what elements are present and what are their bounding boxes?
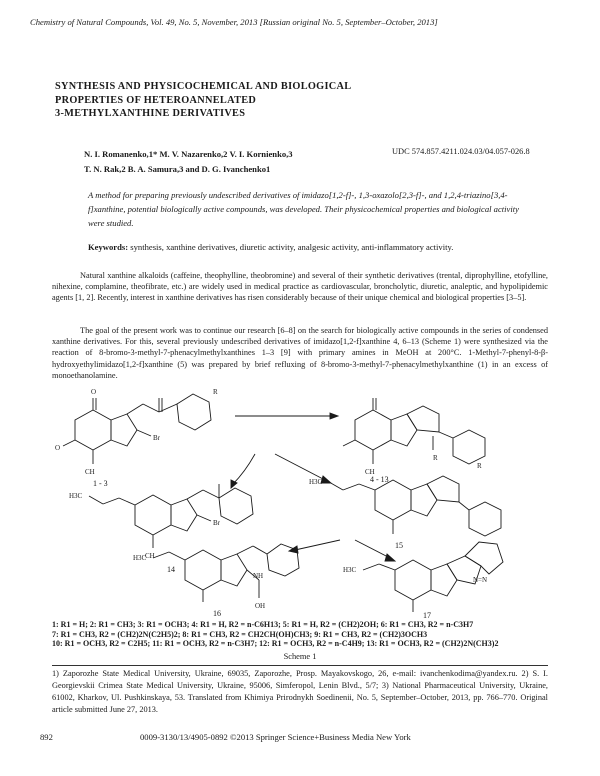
label-O-1: O (91, 388, 97, 396)
label-H3C-4: H3C (343, 566, 357, 574)
structure-15 (329, 476, 501, 536)
label-H3C-2: H3C (309, 478, 323, 486)
structure-14 (89, 484, 253, 548)
intro-paragraph-1 (52, 270, 548, 304)
label-CH3-2: CH (365, 468, 375, 476)
compound-label-15: 15 (395, 541, 403, 550)
footnote-divider (52, 665, 548, 666)
legend-line-3: 10: R1 = OCH3, R2 = C2H5; 11: R1 = OCH3, R2 = n-C3H7; 12: R1 = OCH3, R2 = n-C4H9; 13: R1 = OCH3, R2 = (CH2)2N(CH3)2 (52, 639, 499, 649)
authors (84, 147, 293, 177)
intro-paragraph-2 (52, 325, 548, 381)
structure-4-13 (343, 398, 485, 464)
copyright: 0009-3130/13/4905-0892 ©2013 Springer Science+Business Media New York (140, 732, 411, 742)
label-R1-1: R (213, 388, 218, 396)
compound-label-17: 17 (423, 611, 431, 620)
label-O-2: O (55, 444, 61, 452)
reaction-arrow-4 (295, 540, 340, 550)
label-Br-2: Br (213, 519, 220, 527)
compound-label-14: 14 (167, 565, 175, 574)
label-CH3-1: CH (85, 468, 95, 476)
label-H3C-1: H3C (69, 492, 83, 500)
page-number: 892 (40, 732, 53, 742)
udc-code: UDC 574.857.4211.024.03/04.057-026.8 (392, 147, 530, 156)
scheme-1-figure (55, 380, 545, 620)
label-Br-1: Br (153, 434, 160, 442)
article-title (55, 80, 351, 121)
title-line-1: SYNTHESIS AND PHYSICOCHEMICAL AND BIOLOGICAL (55, 81, 352, 92)
authors-line-2: T. N. Rak,2 B. A. Samura,3 and D. G. Ivanchenko1 (84, 164, 271, 174)
label-CH3-3: CH (145, 552, 155, 560)
title-line-3: 3-METHYLXANTHINE DERIVATIVES (55, 108, 246, 119)
keywords-text: synthesis, xanthine derivatives, diuretic activity, analgesic activity, anti-inflammatory activity. (128, 242, 454, 252)
keywords (88, 241, 528, 253)
legend-line-2: 7: R1 = CH3, R2 = (CH2)2N(C2H5)2; 8: R1 = CH3, R2 = CH2CH(OH)CH3; 9: R1 = CH3, R2 = (CH2)3OCH3 (52, 629, 428, 639)
journal-header: Chemistry of Natural Compounds, Vol. 49, No. 5, November, 2013 [Russian original No. 5, September–October, 2013] (30, 17, 438, 27)
compound-label-4-13: 4 - 13 (370, 475, 389, 484)
label-R2-1: R (433, 454, 438, 462)
footnote: 1) Zaporozhe State Medical University, Ukraine, 69035, Zaporozhe, Prosp. Mayakovskogo, 26, e-mail: ivanchenkodima@yandex.ru. 2) S. I. Georgievskii Crimea State Medical University, Ukraine, 95006, Simferopol, Lenin Blvd., 5/7; 3) National Pharmaceutical University, Ukraine, 61002, Kharkov, Ul. Pushkinskaya, 53. Translated from Khimiya Prirodnykh Soedinenii, No. 5, September–October, 2013, pp. 766–770. Original article submitted June 27, 2013. (52, 669, 548, 714)
label-OH: OH (255, 602, 266, 610)
paragraph-1-text: Natural xanthine alkaloids (caffeine, theophylline, theobromine) and several of their synthetic derivatives (trental, diprophylline, etofylline, nihexine, complamine, theofibrate, etc.) are widely used in medical practice as cardiovascular, broncholytic, diuretic, analeptic, and hypolipidemic agents [1, 2]. Recently, interest in xanthine derivatives has risen considerably because of their unique chemical and biological properties [3–5]. (52, 271, 548, 303)
compound-label-1-3: 1 - 3 (93, 479, 108, 488)
keywords-label: Keywords: (88, 242, 129, 252)
title-line-2: PROPERTIES OF HETEROANNELATED (55, 94, 257, 106)
label-NH: NH (253, 572, 264, 580)
authors-line-1: N. I. Romanenko,1* M. V. Nazarenko,2 V. I. Kornienko,3 (84, 149, 293, 159)
paragraph-2-text: The goal of the present work was to continue our research [6–8] on the search for biologically active compounds in the series of condensed xanthine derivatives. For this, several previously undescribed derivatives of imidazo[1,2-f]xanthine 4, 6–13 (Scheme 1) were synthesized via the reaction of 8-bromo-3-methyl-7-phenacylmethylxanthines 1–3 [9] with primary amines in MeOH at 200°C. 1-Methyl-7-phenyl-8-β-hydroxyethylimidazo[1,2-f]xanthine (5) was prepared by brief refluxing of 8-bromo-3-methyl-7-phenacylmethylxanthine (1) in an excess of monoethanolamine. (52, 326, 548, 380)
legend-line-1: 1: R1 = H; 2: R1 = CH3; 3: R1 = OCH3; 4: R1 = H, R2 = n-C6H13; 5: R1 = H, R2 = (CH2)2OH; 6: R1 = CH3, R2 = n-C3H7 (52, 620, 474, 629)
reaction-arrow-5 (355, 540, 390, 558)
scheme-legend (52, 620, 552, 649)
reaction-arrow-2 (233, 454, 255, 484)
label-H3C-3: H3C (133, 554, 147, 562)
reaction-arrow-3 (275, 454, 325, 480)
compound-label-16: 16 (213, 609, 221, 618)
structure-1-3 (63, 394, 211, 464)
scheme-caption: Scheme 1 (283, 652, 317, 661)
label-R1-2: R (477, 462, 482, 470)
abstract: A method for preparing previously undescribed derivatives of imidazo[1,2-f]-, 1,3-oxazolo[2,3-f]-, and 1,2,4-triazino[3,4-f]xanthine, potential biologically active compounds, was developed. Their physicochemical properties and biological activity were studied. (88, 190, 519, 228)
label-NN: N=N (473, 576, 488, 584)
